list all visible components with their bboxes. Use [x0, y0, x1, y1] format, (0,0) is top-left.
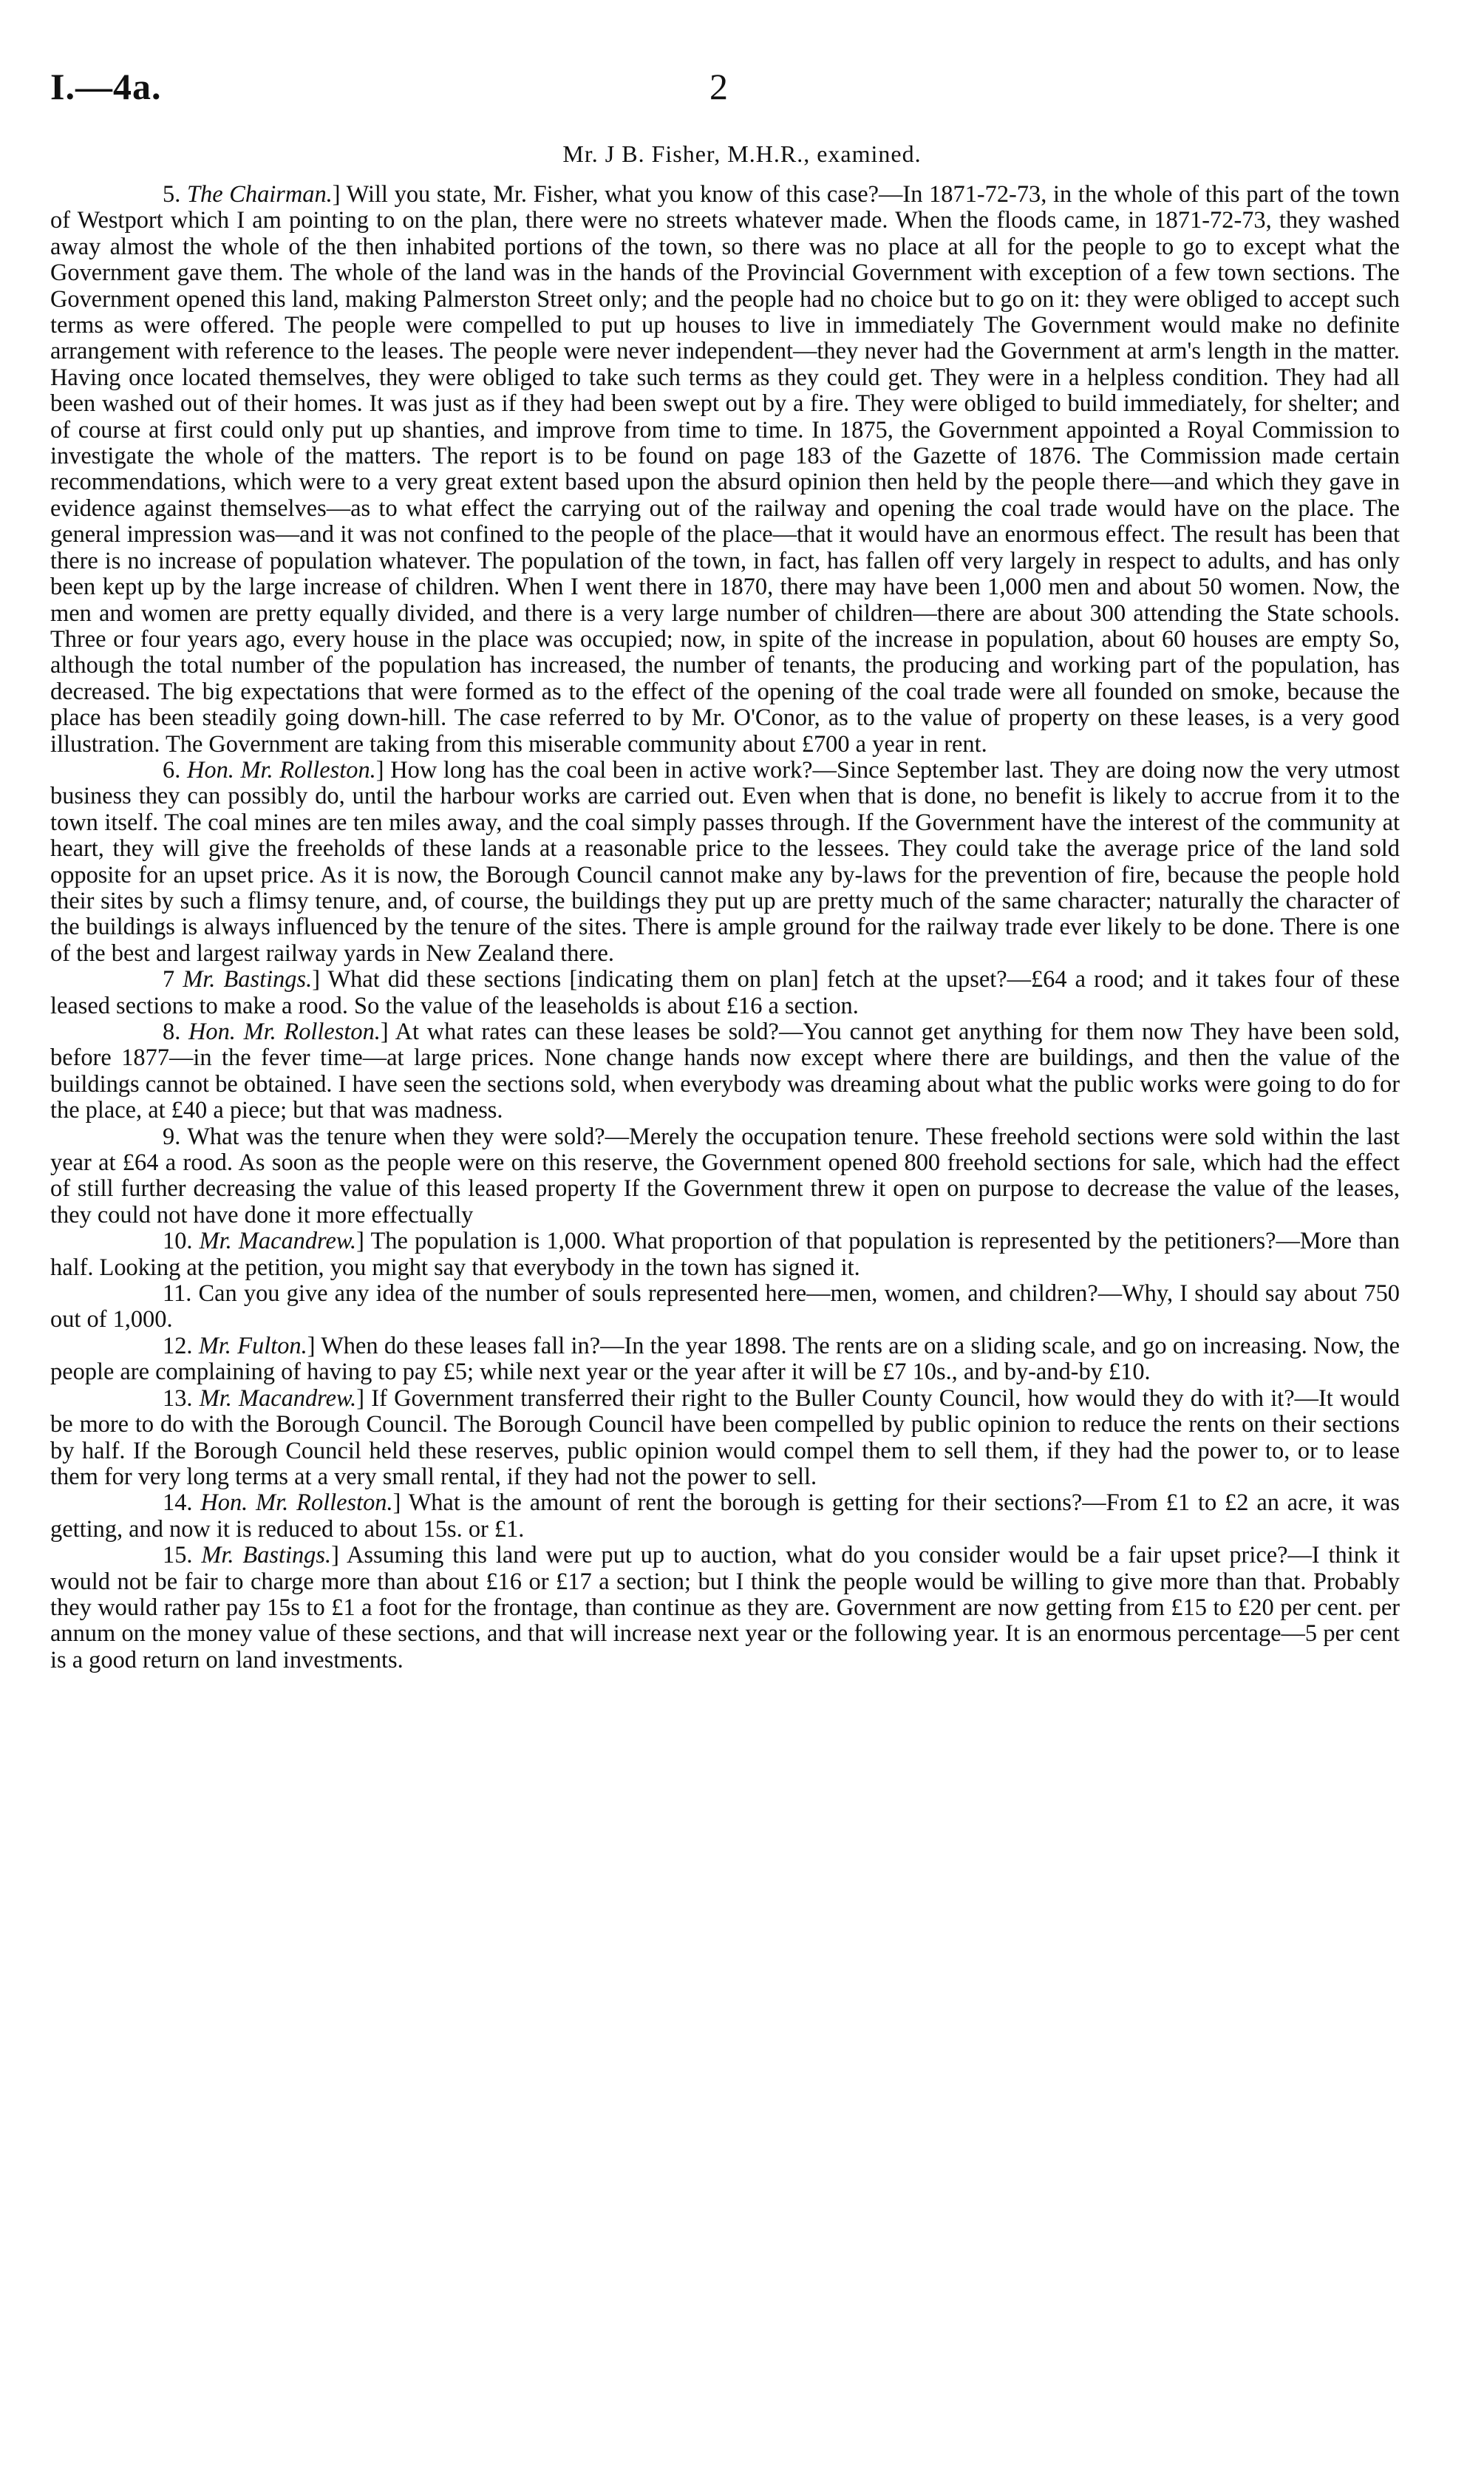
questioner-name: Mr. Bastings. [201, 1542, 332, 1569]
evidence-paragraph [50, 1386, 1400, 1491]
evidence-paragraph [50, 182, 1400, 758]
question-answer-text: ] How long has the coal been in active work?—Since September last. They are doing now the very utmost business they can possibly do, until the harbour works are carried out. Even when that is done, no benefit is likely to accrue from it to the town itself. The coal mines are ten miles away, and the coal simply passes through. If the Government have the interest of the community at heart, they will give the freeholds of these lands at a reasonable price to the lessees. They could take the average price of the land sold opposite for an upset price. As it is now, the Borough Council cannot make any by-laws for the prevention of fire, because the people hold their sites by such a flimsy tenure, and, of course, the buildings they put up are pretty much of the same character; naturally the character of the buildings is always influenced by the tenure of the sites. There is ample ground for the railway trade ever likely to be done. There is one of the best and largest railway yards in New Zealand there. [50, 756, 1400, 967]
questioner-name: Hon. Mr. Rolleston. [200, 1489, 393, 1517]
question-number: 12. [163, 1332, 199, 1359]
question-answer-text: ] Assuming this land were put up to auction, what do you consider would be a fair upset price?—I think it would not be fair to charge more than about £16 or £17 a section; but I think the people would be willing to give more than that. Probably they would rather pay 15s to £1 a foot for the frontage, than continue as they are. Government are now getting from £15 to £20 per cent. per annum on the money value of these sections, and that will increase next year or the following year. It is an enormous percentage—5 per cent is a good return on land investments. [50, 1542, 1400, 1673]
question-number: 8. [163, 1019, 189, 1045]
evidence-paragraph [50, 758, 1400, 967]
question-number: 7 [163, 966, 183, 993]
questioner-name: Mr. Bastings. [183, 966, 313, 993]
question-number: 10. [163, 1228, 200, 1255]
question-number: 15. [163, 1542, 202, 1569]
evidence-paragraph [50, 1019, 1400, 1124]
question-number: 13. [163, 1384, 200, 1412]
question-number: 9. [163, 1123, 188, 1150]
questioner-name: Hon. Mr. Rolleston. [186, 756, 376, 784]
evidence-paragraph [50, 1281, 1400, 1333]
question-answer-text: ] When do these leases fall in?—In the year 1898. The rents are on a sliding scale, and go on increasing. Now, the people are complaining of having to pay £5; while next year or the year after it will be £7 10s., and by-and-by £10. [50, 1332, 1400, 1386]
question-answer-text: ] The population is 1,000. What proportion of that population is represented by the petitioners?—More than half. Looking at the petition, you might say that everybody in the town has signed it. [50, 1228, 1400, 1281]
questioner-name: Mr. Macandrew. [199, 1228, 357, 1255]
evidence-paragraph [50, 1228, 1400, 1281]
questioner-name: Hon. Mr. Rolleston. [188, 1019, 381, 1045]
questioner-name: Mr. Fulton. [198, 1332, 307, 1359]
question-answer-text: ] If Government transferred their right to the Buller County Council, how would they do with it?—It would be more to do with the Borough Council. The Borough Council have been compelled by public opinion to reduce the rents on their sections by half. If the Borough Council held these reserves, public opinion would compel them to sell them, if they had the power to, or to lease them for very long terms at a very small rental, if they had not the power to sell. [50, 1384, 1400, 1490]
question-answer-text: What was the tenure when they were sold?—Merely the occupation tenure. These freehold sections were sold within the last year at £64 a rood. As soon as the people were on this reserve, the Government opened 800 freehold sections for sale, which had the effect of still further decreasing the value of this leased property If the Government threw it open on purpose to decrease the value of the leases, they could not have done it more effectually [50, 1123, 1400, 1228]
evidence-paragraph [50, 1124, 1400, 1229]
question-number: 5. [163, 181, 187, 208]
questioner-name: Mr. Macandrew. [199, 1384, 357, 1412]
evidence-paragraph [50, 1490, 1400, 1543]
document-reference: I.—4a. [50, 66, 162, 107]
question-answer-text: ] What is the amount of rent the borough is getting for their sections?—From £1 to £2 an acre, it was getting, and now it is reduced to about 15s. or £1. [50, 1489, 1400, 1543]
witness-heading: Mr. J B. Fisher, M.H.R., examined. [562, 140, 922, 167]
evidence-body [50, 182, 1400, 1673]
question-number: 6. [163, 756, 187, 784]
evidence-paragraph [50, 1333, 1400, 1386]
questioner-name: The Chairman. [187, 181, 333, 208]
page-number: 2 [709, 66, 728, 107]
question-number: 11. [163, 1280, 199, 1308]
evidence-paragraph [50, 967, 1400, 1019]
question-answer-text: ] At what rates can these leases be sold?—You cannot get anything for them now They have been sold, before 1877—in the fever time—at large prices. None change hands now except where there are buildings, and then the value of the buildings cannot be obtained. I have seen the sections sold, when everybody was dreaming about what the public works were going to do for the place, at £40 a piece; but that was madness. [50, 1019, 1400, 1124]
question-answer-text: Can you give any idea of the number of souls represented here—men, women, and children?—Why, I should say about 750 out of 1,000. [50, 1280, 1400, 1333]
question-number: 14. [163, 1489, 201, 1517]
question-answer-text: ] Will you state, Mr. Fisher, what you know of this case?—In 1871-72-73, in the whole of this part of the town of Westport which I am pointing to on the plan, there were no streets whatever made. When the floods came, in 1871-72-73, they washed away almost the whole of the then inhabited portions of the town, so there was no place at all for the people to go to except what the Government gave them. The whole of the land was in the hands of the Provincial Government with exception of a few town sections. The Government opened this land, making Palmerston Street only; and the people had no choice but to go on it: they were obliged to accept such terms as were offered. The people were compelled to put up houses to live in immediately The Government would make no definite arrangement with reference to the leases. The people were never independent—they never had the Government at arm's length in the matter. Having once located themselves, they were obliged to take such terms as they could get. They were in a helpless condition. They had all been washed out of their homes. It was just as if they had been swept out by a fire. They were obliged to build immediately, for shelter; and of course at first could only put up shanties, and improve from time to time. In 1875, the Government appointed a Royal Commission to investigate the whole of the matters. The report is to be found on page 183 of the Gazette of 1876. The Commission made certain recommendations, which were to a very great extent based upon the absurd opinion then held by the people there—and which they gave in evidence against themselves—as to what effect the carrying out of the railway and opening the coal trade would have on the place. The general impression was—and it was not confined to the people of the place—that it would have an enormous effect. The result has been that there is no increase of population whatever. The population of the town, in fact, has fallen off very largely in respect to adults, and has only been kept up by the large increase of children. When I went there in 1870, there may have been 1,000 men and about 50 women. Now, the men and women are pretty equally divided, and there is a very large number of children—there are about 300 attending the State schools. Three or four years ago, every house in the place was occupied; now, in spite of the increase in population, about 60 houses are empty So, although the total number of the population has increased, the number of tenants, the producing and working part of the population, has decreased. The big expectations that were formed as to the effect of the opening of the coal trade were all founded on smoke, because the place has been steadily going down-hill. The case referred to by Mr. O'Conor, as to the value of property on these leases, is a very good illustration. The Government are taking from this miserable community about £700 a year in rent. [50, 181, 1400, 758]
question-answer-text: ] What did these sections [indicating them on plan] fetch at the upset?—£64 a rood; and it takes four of these leased sections to make a rood. So the value of the leaseholds is about £16 a section. [50, 966, 1400, 1019]
evidence-paragraph [50, 1543, 1400, 1673]
